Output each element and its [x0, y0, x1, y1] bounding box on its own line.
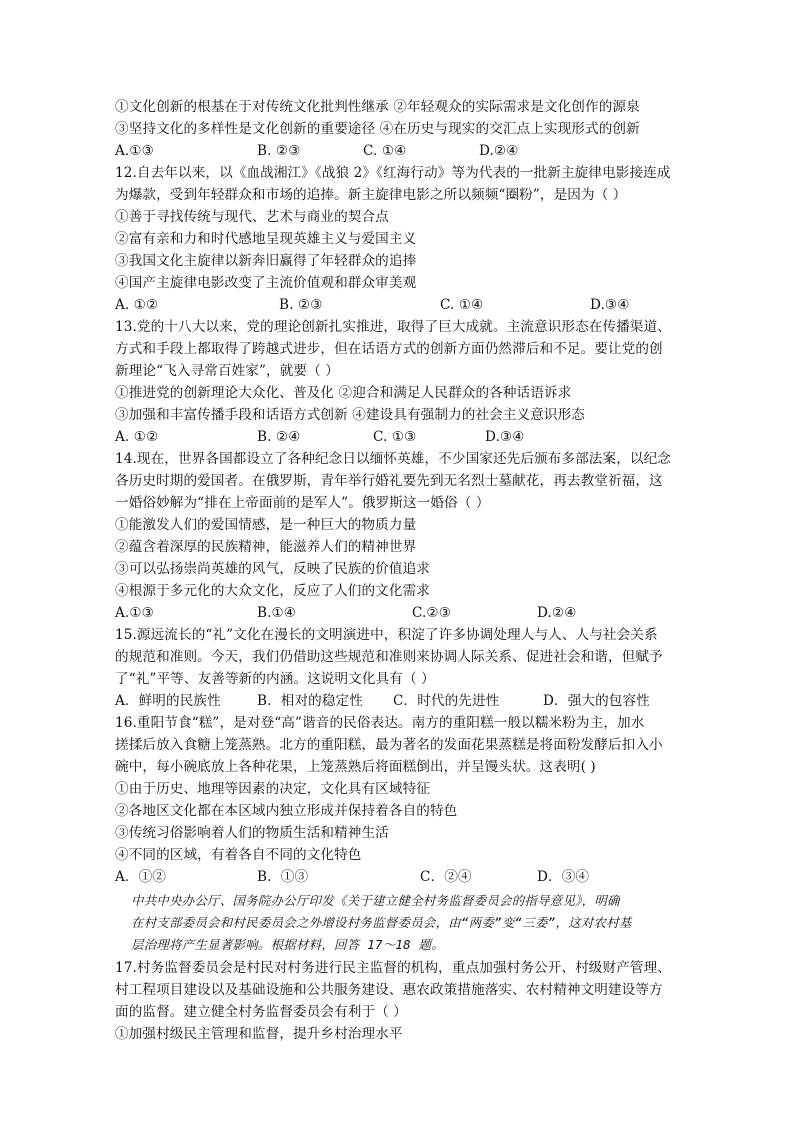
- q15-option-c: C．时代的先进性: [393, 693, 500, 709]
- q15-stem-line-3: 了“礼”平等、友善等新的内涵。这说明文化具有（ ）: [115, 671, 435, 687]
- q13-item-line-2: ③加强和丰富传播手段和话语方式创新 ④建设具有强制力的社会主义意识形态: [115, 407, 586, 423]
- q17-stem-line-1: 17.村务监督委员会是村民对村务进行民主监督的机构，重点加强村务公开、村级财产管理、: [115, 960, 671, 976]
- q11-option-a: A.①③: [115, 143, 154, 159]
- q16-stem-line-2: 搓揉后放入食糖上笼蒸熟。北方的重阳糕，最为著名的发面花果蒸糕是将面粉发酵后扣入小: [115, 737, 663, 753]
- q14-item-4: ④根源于多元化的大众文化，反应了人们的文化需求: [115, 583, 430, 599]
- material-line-1: 中共中央办公厅、国务院办公厅印发《关于建立健全村务监督委员会的指导意见》，明确: [131, 893, 620, 908]
- q15-option-d: D．强大的包容性: [543, 693, 650, 709]
- q13-option-c: C. ①③: [373, 429, 417, 445]
- q12-option-c: C. ①④: [440, 297, 484, 313]
- q14-option-a: A.①③: [115, 605, 154, 621]
- q17-stem-line-3: 面的监督。建立健全村务监督委员会有利于（ ）: [115, 1004, 407, 1020]
- q11-statement-line-2: ③坚持文化的多样性是文化创新的重要途径 ④在历史与现实的交汇点上实现形式的创新: [115, 121, 640, 137]
- q12-item-1: ①善于寻找传统与现代、艺术与商业的契合点: [115, 209, 389, 225]
- q12-stem-line-2: 为爆款，受到年轻群众和市场的追捧。新主旋律电影之所以频频“圈粉”，是因为（ ）: [115, 187, 627, 203]
- q14-option-c: C.②③: [412, 605, 452, 621]
- q16-option-b: B．①③: [257, 869, 309, 885]
- q12-stem-line-1: 12.自去年以来，以《血战湘江》《战狼 2》《红海行动》等为代表的一批新主旋律电影接连成: [115, 165, 671, 181]
- q12-option-b: B. ②③: [279, 297, 323, 313]
- q14-item-3: ③可以弘扬崇尚英雄的风气，反映了民族的价值追求: [115, 561, 430, 577]
- q15-stem-line-2: 的规范和准则。今天，我们仍借助这些规范和准则来协调人际关系、促进社会和谐，但赋予: [115, 649, 663, 665]
- q13-option-b: B. ②④: [257, 429, 301, 445]
- q13-option-a: A. ①②: [115, 429, 159, 445]
- q16-option-d: D．③④: [537, 869, 590, 885]
- q11-option-d: D.②④: [479, 143, 519, 159]
- q14-stem-line-3: 一婚俗妙解为“排在上帝面前的是军人”。俄罗斯这一婚俗（ ）: [115, 495, 490, 511]
- q11-option-c: C. ①④: [363, 143, 407, 159]
- q17-stem-line-2: 村工程项目建设以及基础设施和公共服务建设、惠农政策措施落实、农村精神文明建设等方: [115, 982, 663, 998]
- q14-item-2: ②蕴含着深厚的民族精神，能滋养人们的精神世界: [115, 539, 417, 555]
- q14-stem-line-1: 14.现在，世界各国都设立了各种纪念日以缅怀英雄，不少国家还先后颁布多部法案，以纪念: [115, 451, 671, 467]
- q13-item-line-1: ①推进党的创新理论大众化、普及化 ②迎合和满足人民群众的各种话语诉求: [115, 385, 572, 401]
- q15-option-a: A．鲜明的民族性: [115, 693, 221, 709]
- q16-item-3: ③传统习俗影响着人们的物质生活和精神生活: [115, 825, 389, 841]
- q16-stem-line-1: 16.重阳节食“糕”，是对登“高”谐音的民俗表达。南方的重阳糕一般以糯米粉为主，加水: [115, 715, 645, 731]
- q13-option-d: D.③④: [485, 429, 525, 445]
- q16-item-1: ①由于历史、地理等因素的决定，文化具有区域特征: [115, 781, 430, 797]
- q11-statement-line-1: ①文化创新的根基在于对传统文化批判性继承 ②年轻观众的实际需求是文化创作的源泉: [115, 99, 640, 115]
- q12-item-3: ③我国文化主旋律以新奔旧赢得了年轻群众的追捧: [115, 253, 417, 269]
- q16-option-c: C．②④: [420, 869, 472, 885]
- q14-option-b: B.①④: [257, 605, 297, 621]
- q13-stem-line-2: 方式和手段上都取得了跨越式进步，但在话语方式的创新方面仍然滞后和不足。要让党的创: [115, 341, 663, 357]
- q11-option-b: B. ②③: [257, 143, 301, 159]
- q14-item-1: ①能激发人们的爱国情感，是一种巨大的物质力量: [115, 517, 417, 533]
- q13-stem-line-3: 新理论“飞入寻常百姓家”，就要（ ）: [115, 363, 339, 379]
- q12-item-2: ②富有亲和力和时代感地呈现英雄主义与爱国主义: [115, 231, 417, 247]
- material-line-3: 层治理将产生显著影响。根据材料，回答 17～18 题。: [131, 937, 445, 952]
- q14-option-d: D.②④: [537, 605, 577, 621]
- q16-item-4: ④不同的区域，有着各自不同的文化特色: [115, 847, 362, 863]
- material-line-2: 在村支部委员会和村民委员会之外增设村务监督委员会，由“两委”变“三委”，这对农村基: [131, 915, 632, 930]
- q17-item-1: ①加强村级民主管理和监督，提升乡村治理水平: [115, 1026, 403, 1042]
- q16-option-a: A．①②: [115, 869, 166, 885]
- q15-option-b: B．相对的稳定性: [257, 693, 363, 709]
- q16-stem-line-3: 碗中，每小碗底放上各种花果，上笼蒸熟后将面糕倒出，并呈馒头状。这表明( ): [115, 759, 596, 775]
- q12-item-4: ④国产主旋律电影改变了主流价值观和群众审美观: [115, 275, 417, 291]
- q14-stem-line-2: 各历史时期的爱国者。在俄罗斯，青年举行婚礼要先到无名烈士墓献花，再去教堂祈福，这: [115, 473, 663, 489]
- q12-option-a: A. ①②: [115, 297, 159, 313]
- q13-stem-line-1: 13.党的十八大以来，党的理论创新扎实推进，取得了巨大成就。主流意识形态在传播渠道、: [115, 319, 671, 335]
- q16-item-2: ②各地区文化都在本区域内独立形成并保持着各自的特色: [115, 803, 458, 819]
- q15-stem-line-1: 15.源远流长的“礼”文化在漫长的文明演进中，积淀了许多协调处理人与人、人与社会关系: [115, 627, 658, 643]
- q12-option-d: D.③④: [590, 297, 630, 313]
